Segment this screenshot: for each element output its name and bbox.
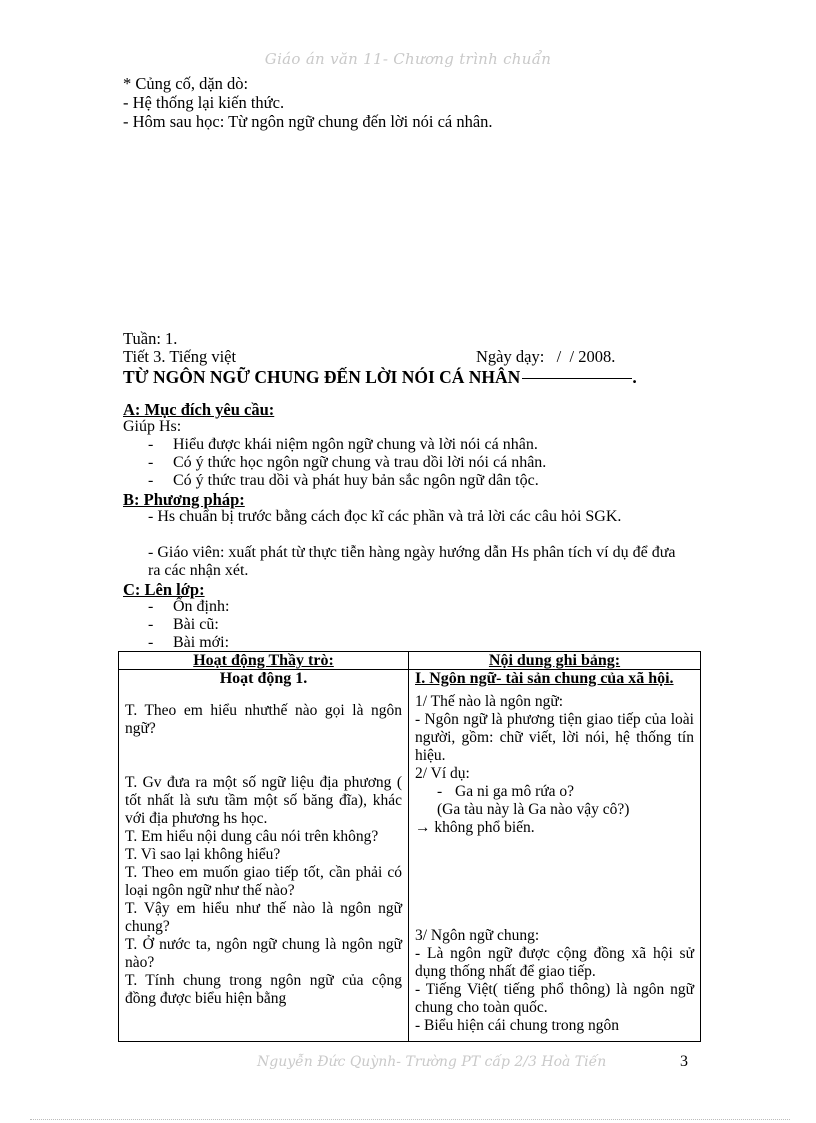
page-title-end: . [632,367,637,387]
teacher-question: T. Theo em muốn giao tiếp tốt, cần phải có loại ngôn ngữ như thế nào? [125,864,402,899]
teacher-question: T. Tính chung trong ngôn ngữ của cộng đồng được biểu hiện bằng [125,972,402,1007]
section-b-heading: B: Phương pháp: [123,490,245,509]
table-header-board-content: Nội dung ghi bảng: [409,652,701,670]
board-note: → không phổ biến. [415,819,535,836]
board-example: - Ga ni ga mô rứa o? [437,783,575,800]
board-point: 2/ Ví dụ: [415,765,470,782]
board-point: - Biểu hiện cái chung trong ngôn [415,1017,620,1034]
table-header-activities: Hoạt động Thầy trò: [119,652,409,670]
teacher-question: T. Theo em hiểu nhưthế nào gọi là ngôn ngữ? [125,702,402,737]
board-point: 3/ Ngôn ngữ chung: [415,927,540,944]
lesson-date: Ngày dạy: / / 2008. [476,347,616,366]
section-c-heading: C: Lên lớp: [123,580,205,599]
teacher-question: T. Vậy em hiểu như thế nào là ngôn ngữ chung? [125,900,402,935]
teacher-question: T. Vì sao lại không hiểu? [125,846,281,863]
board-example-translation: (Ga tàu này là Ga nào vậy cô?) [437,801,630,818]
board-point: 1/ Thế nào là ngôn ngữ: [415,693,564,710]
arrow-icon: → [415,819,431,836]
bottom-rule [30,1119,790,1120]
footer-author: Nguyễn Đức Quỳnh- Trường PT cấp 2/3 Hoà Tiến [257,1054,607,1070]
section-a-item: - Có ý thức trau dồi và phát huy bản sắc ngôn ngữ dân tộc. [148,472,539,489]
intro-line-3: - Hôm sau học: Từ ngôn ngữ chung đến lời nói cá nhân. [123,112,493,131]
lesson-period: Tiết 3. Tiếng việt [123,347,237,366]
intro-line-2: - Hệ thống lại kiến thức. [123,93,285,112]
intro-line-1: * Củng cố, dặn dò: [123,74,249,93]
title-rule [522,378,632,379]
section-b-para-1: - Hs chuẩn bị trước bằng cách đọc kĩ các phần và trả lời các câu hỏi SGK. [148,508,622,525]
teacher-question: T. Ở nước ta, ngôn ngữ chung là ngôn ngữ nào? [125,936,402,971]
section-c-item: - Ổn định: [148,598,230,615]
section-b-para-2: - Giáo viên: xuất phát từ thực tiễn hàng ngày hướng dẫn Hs phân tích ví dụ để đưa ra các nhận xét. [148,544,676,579]
teacher-activity-cell [119,670,409,1042]
teacher-question: T. Em hiểu nội dung câu nói trên không? [125,828,379,845]
section-a-item: - Hiểu được khái niệm ngôn ngữ chung và lời nói cá nhân. [148,436,538,453]
table-header-row [119,652,701,670]
page-number: 3 [680,1053,688,1070]
lesson-table [118,651,701,1042]
page-title [123,367,637,388]
lesson-week: Tuần: 1. [123,329,178,348]
section-a-item: - Có ý thức học ngôn ngữ chung và trau dồi lời nói cá nhân. [148,454,547,471]
page-title-text: TỪ NGÔN NGỮ CHUNG ĐẾN LỜI NÓI CÁ NHÂN [123,367,521,387]
section-c-item: - Bài cũ: [148,616,219,633]
board-content-cell [409,670,701,1042]
section-a-intro: Giúp Hs: [123,418,182,435]
section-c-item: - Bài mới: [148,634,230,651]
board-point: - Là ngôn ngữ được cộng đồng xã hội sử dụng thống nhất để giao tiếp. [415,945,694,980]
teacher-question: T. Gv đưa ra một số ngữ liệu địa phương ( tốt nhất là sưu tầm một số băng đĩa), khác với địa phương hs học. [125,774,402,827]
board-point: - Ngôn ngữ là phương tiện giao tiếp của loài người, gồm: chữ viết, lời nói, hệ thống tín hiệu. [415,711,694,764]
header-watermark: Giáo án văn 11- Chương trình chuẩn [264,50,552,68]
activity-heading: Hoạt động 1. [219,670,308,687]
table-row [119,670,701,1042]
section-a-heading: A: Mục đích yêu cầu: [123,400,275,419]
board-section-heading: I. Ngôn ngữ- tài sản chung của xã hội. [415,670,674,687]
board-point: - Tiếng Việt( tiếng phổ thông) là ngôn ngữ chung cho toàn quốc. [415,981,694,1016]
